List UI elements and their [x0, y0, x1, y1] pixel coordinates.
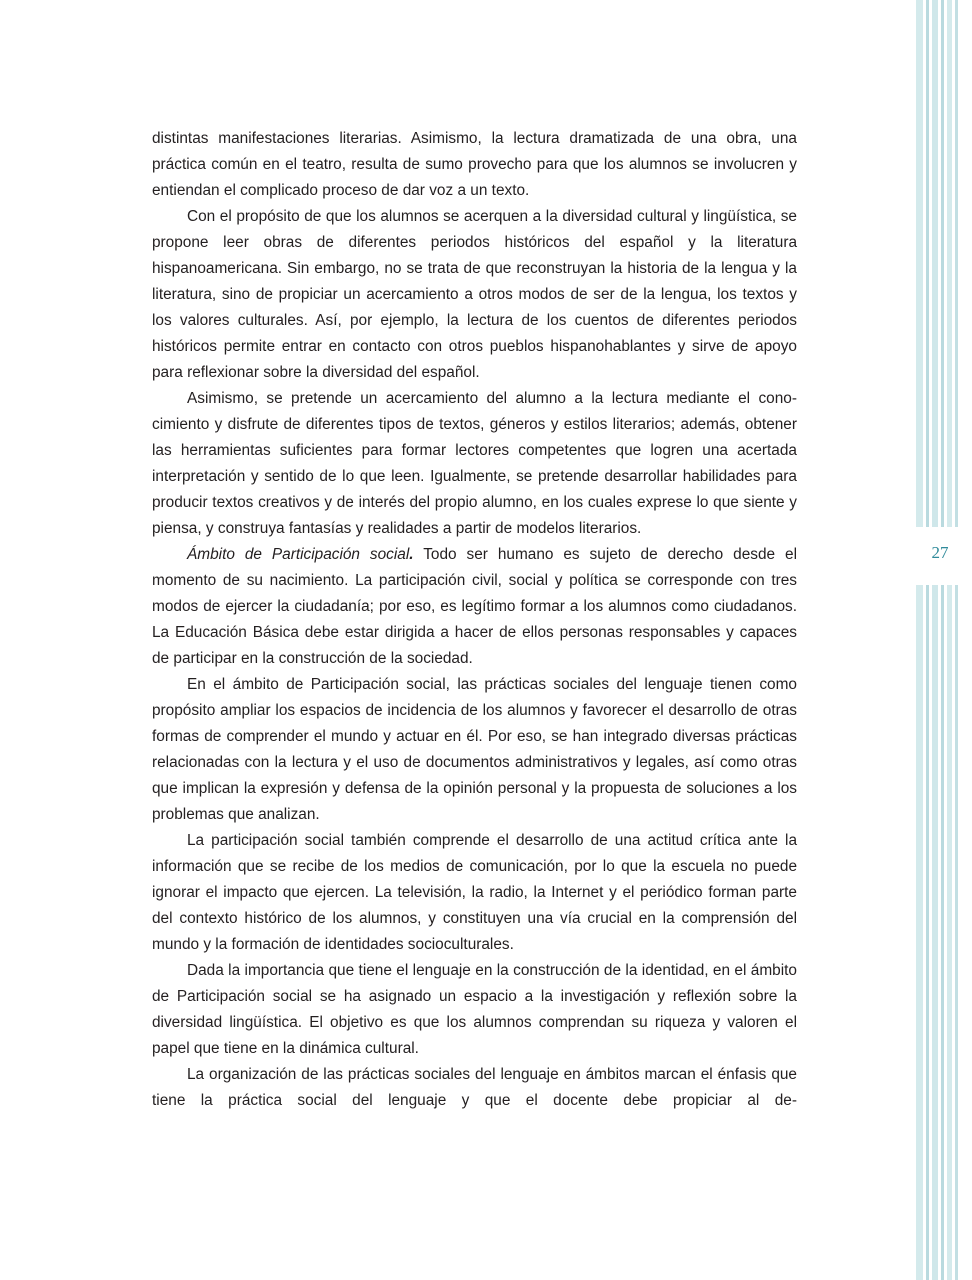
- margin-stripes-bottom: [916, 585, 964, 1280]
- paragraph-6: La participación social también comprende el desarrollo de una actitud crítica ante la información que se recibe de los medios de comunicación, por lo que la escuela no puede ignorar el impacto que ejercen. La televisión, la radio, la Internet y el periódico forman parte del contexto histórico de los alumnos, y constituyen una vía crucial en la comprensión del mundo y la formación de identidades socioculturales.: [152, 832, 797, 953]
- body-text: [152, 126, 797, 1114]
- margin-stripes-top: [916, 0, 964, 527]
- paragraph-7: Dada la importancia que tiene el lenguaje en la construcción de la identidad, en el ámbito de Participación social se ha asignado un espacio a la investigación y reflexión sobre la diversidad lingüística. El objetivo es que los alumnos comprendan su riqueza y valoren el papel que tiene en la dinámica cultural.: [152, 962, 797, 1057]
- paragraph-4-body: Todo ser humano es sujeto de derecho desde el momento de su nacimiento. La participación civil, social y política se corresponde con tres modos de ejercer la ciudadanía; por eso, es legítimo formar a los alumnos como ciudadanos. La Educación Básica debe estar dirigida a hacer de ellos personas responsables y capaces de participar en la construcción de la sociedad.: [152, 546, 797, 667]
- paragraph-3: Asimismo, se pretende un acercamiento del alumno a la lectura mediante el conocimiento y disfrute de diferentes tipos de textos, géneros y estilos literarios; además, obtener las herramientas suficientes para formar lectores competentes que logren una acertada interpretación y sentido de lo que leen. Igualmente, se pretende desarrollar habilidades para producir textos creativos y de interés del propio alumno, en los cuales exprese lo que siente y piensa, y construya fantasías y realidades a partir de modelos literarios.: [152, 390, 797, 537]
- paragraph-2: Con el propósito de que los alumnos se acerquen a la diversidad cultural y lingüística, se propone leer obras de diferentes periodos históricos del español y la literatura hispanoamericana. Sin embargo, no se trata de que reconstruyan la historia de la lengua y la literatura, sino de propiciar un acercamiento a otros modos de ser de la lengua, los textos y los valores culturales. Así, por ejemplo, la lectura de los cuentos de diferentes periodos históricos permite entrar en contacto con otros pueblos hispanohablantes y sirve de apoyo para reflexionar sobre la diversidad del español.: [152, 208, 797, 381]
- paragraph-5: En el ámbito de Participación social, las prácticas sociales del lenguaje tienen como propósito ampliar los espacios de incidencia de los alumnos y favorecer el desarrollo de otras formas de comprender el mundo y actuar en él. Por eso, se han integrado diversas prácticas relacionadas con la lectura y el uso de documentos administrativos y legales, así como otras que implican la expresión y defensa de la opinión personal y la propuesta de soluciones a los problemas que analizan.: [152, 676, 797, 823]
- section-heading: Ámbito de Participación social: [187, 546, 410, 563]
- section-heading-dot: .: [409, 546, 414, 563]
- paragraph-4: [152, 542, 797, 672]
- paragraph-1: distintas manifestaciones literarias. Asimismo, la lectura dramatizada de una obra, una práctica común en el teatro, resulta de sumo provecho para que los alumnos se involucren y entiendan el complicado proceso de dar voz a un texto.: [152, 130, 797, 199]
- paragraph-8: La organización de las prácticas sociales del lenguaje en ámbitos marcan el énfasis que tiene la práctica social del lenguaje y que el docente debe propiciar al de-: [152, 1066, 797, 1109]
- page-number: 27: [931, 543, 949, 562]
